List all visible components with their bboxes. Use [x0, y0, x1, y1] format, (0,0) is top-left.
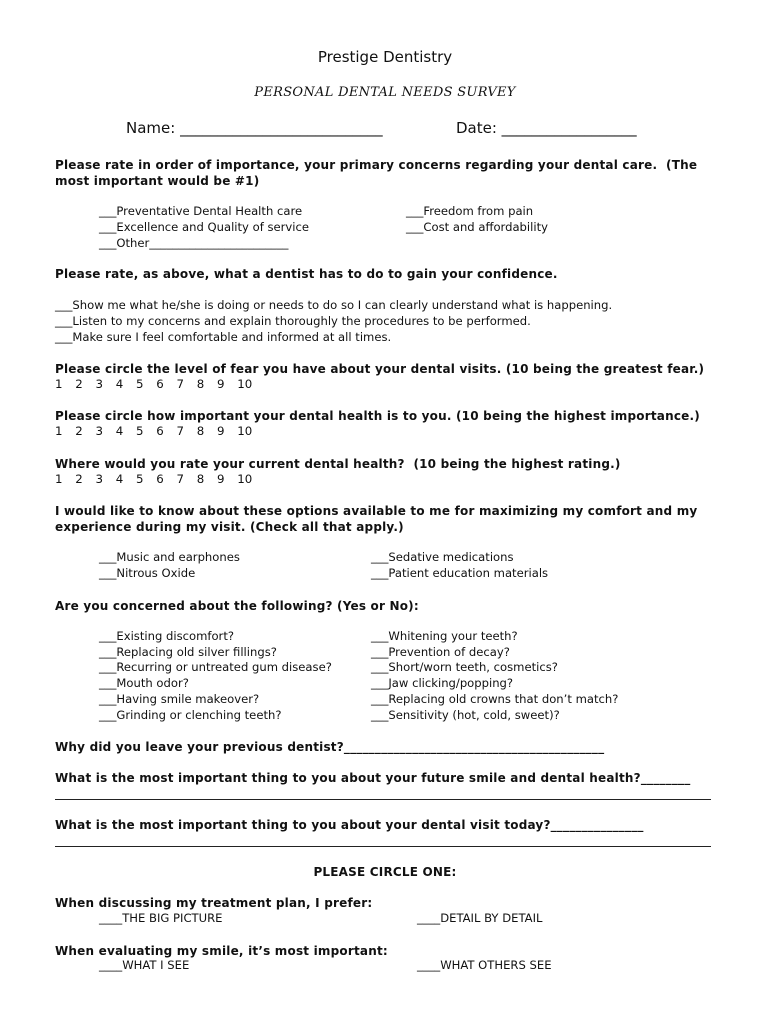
date-field[interactable]: Date: __________________: [456, 119, 637, 137]
q1-prompt-line1: Please rate in order of importance, your primary concerns regarding your dental care. (The: [55, 158, 698, 172]
what-others-see-option[interactable]: ____WHAT OTHERS SEE: [417, 958, 552, 972]
treatment-plan-prompt: When discussing my treatment plan, I prefer:: [55, 896, 373, 910]
q7-prompt: Are you concerned about the following? (Yes or No):: [55, 599, 419, 613]
q1-option[interactable]: ___Excellence and Quality of service: [99, 220, 309, 234]
circle-heading: PLEASE CIRCLE ONE:: [313, 865, 457, 879]
q5-scale[interactable]: 1 2 3 4 5 6 7 8 9 10: [55, 472, 253, 486]
q2-option[interactable]: ___Show me what he/she is doing or needs to do so I can clearly understand what is happening.: [55, 298, 613, 312]
q7-option[interactable]: ___Sensitivity (hot, cold, sweet)?: [371, 708, 560, 722]
q3-prompt: Please circle the level of fear you have about your dental visits. (10 being the greatest fear.): [55, 362, 705, 376]
what-i-see-option[interactable]: ____WHAT I SEE: [99, 958, 190, 972]
q7-option[interactable]: ___Jaw clicking/popping?: [371, 676, 514, 690]
q7-option[interactable]: ___Short/worn teeth, cosmetics?: [371, 660, 558, 674]
detail-by-detail-option[interactable]: ____DETAIL BY DETAIL: [417, 911, 543, 925]
q1-option[interactable]: ___Other________________________: [99, 236, 289, 250]
q9-prompt[interactable]: What is the most important thing to you about your future smile and dental health?________: [55, 771, 691, 785]
q2-option[interactable]: ___Listen to my concerns and explain thoroughly the procedures to be performed.: [55, 314, 531, 328]
q7-option[interactable]: ___Recurring or untreated gum disease?: [99, 660, 332, 674]
q6-prompt-line1: I would like to know about these options available to me for maximizing my comfort and my: [55, 504, 698, 518]
q10-answer-line[interactable]: [55, 846, 711, 847]
q7-option[interactable]: ___Existing discomfort?: [99, 629, 235, 643]
q1-option[interactable]: ___Preventative Dental Health care: [99, 204, 303, 218]
name-field[interactable]: Name: ___________________________: [126, 119, 383, 137]
q6-option[interactable]: ___Patient education materials: [371, 566, 549, 580]
q1-option[interactable]: ___Cost and affordability: [406, 220, 548, 234]
q10-prompt[interactable]: What is the most important thing to you about your dental visit today?_______________: [55, 818, 644, 832]
q7-option[interactable]: ___Grinding or clenching teeth?: [99, 708, 282, 722]
q2-prompt: Please rate, as above, what a dentist has to do to gain your confidence.: [55, 267, 558, 281]
q8-prompt[interactable]: Why did you leave your previous dentist?__________________________________________: [55, 740, 605, 754]
q4-prompt: Please circle how important your dental health is to you. (10 being the highest importance.): [55, 409, 700, 423]
q7-option[interactable]: ___Replacing old silver fillings?: [99, 645, 277, 659]
big-picture-option[interactable]: ____THE BIG PICTURE: [99, 911, 223, 925]
q7-option[interactable]: ___Replacing old crowns that don’t match?: [371, 692, 619, 706]
q6-option[interactable]: ___Sedative medications: [371, 550, 514, 564]
smile-evaluation-prompt: When evaluating my smile, it’s most important:: [55, 944, 388, 958]
q1-option[interactable]: ___Freedom from pain: [406, 204, 534, 218]
survey-title: PERSONAL DENTAL NEEDS SURVEY: [254, 85, 516, 100]
q5-prompt: Where would you rate your current dental health? (10 being the highest rating.): [55, 457, 621, 471]
q3-scale[interactable]: 1 2 3 4 5 6 7 8 9 10: [55, 377, 253, 391]
q2-option[interactable]: ___Make sure I feel comfortable and informed at all times.: [55, 330, 392, 344]
q6-option[interactable]: ___Nitrous Oxide: [99, 566, 196, 580]
q6-prompt-line2: experience during my visit. (Check all that apply.): [55, 520, 404, 534]
practice-name: Prestige Dentistry: [317, 48, 453, 66]
q9-answer-line[interactable]: [55, 799, 711, 800]
q6-option[interactable]: ___Music and earphones: [99, 550, 240, 564]
q7-option[interactable]: ___Prevention of decay?: [371, 645, 510, 659]
q7-option[interactable]: ___Having smile makeover?: [99, 692, 260, 706]
q7-option[interactable]: ___Mouth odor?: [99, 676, 189, 690]
q4-scale[interactable]: 1 2 3 4 5 6 7 8 9 10: [55, 424, 253, 438]
q1-prompt-line2: most important would be #1): [55, 174, 260, 188]
q7-option[interactable]: ___Whitening your teeth?: [371, 629, 518, 643]
